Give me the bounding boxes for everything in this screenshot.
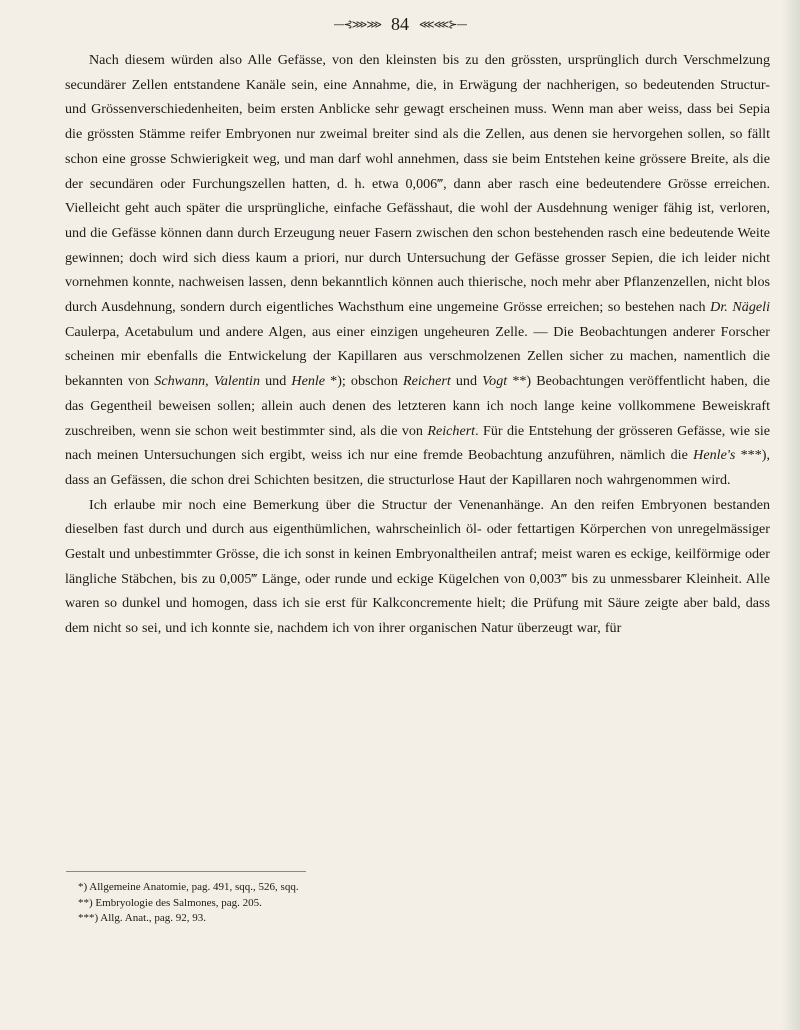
text-run: Nach diesem würden also Alle Gefässe, von den kleinsten bis zu den grössten, ursprünglich durch Verschmelzung secundärer Zellen entstandene Kanäle sein, eine Annahme, die, in Erwägung der nachherigen, so bedeutenden Structur- und Grössenverschiedenheiten, beim ersten Anblicke sehr gewagt erscheinen muss. Wenn man aber weiss, dass bei Sepia die grössten Stämme reifer Embryonen nur zweimal breiter sind als die Zellen, aus denen sie hervorgehen sollen, so fällt schon eine grosse Schwierigkeit weg, und man darf wohl annehmen, dass sie beim Entstehen keine grössere Breite, als die der secundären oder Furchungszellen hatten, d. h. etwa 0,006‴, dann aber rasch eine bedeutendere Grösse erreichen. Vielleicht geht auch später die ursprüngliche, einfache Gefässhaut, die wohl der Ausdehnung weniger fähig ist, verloren, und die Gefässe können dann durch Erzeugung neuer Fasern zwischen den schon bestehenden rasch eine bedeutende Weite gewinnen; doch wird sich diess kaum a priori, nur durch Untersuchung der Gefässe grosser Sepien, die ich leider nicht vornehmen konnte, nachweisen lassen, denn bekanntlich können auch thierische, noch mehr aber Pflanzenzellen, nicht blos durch Ausdehnung, sondern durch eigentliches Wachsthum eine ungemeine Grösse erreichen; so bestehen nach <box>65 52 770 316</box>
text-run: und <box>450 373 483 390</box>
footnote: ***) Allg. Anat., pag. 92, 93. <box>78 912 207 924</box>
italic-text: Vogt <box>482 373 508 390</box>
italic-text: Henle's <box>693 447 736 464</box>
text-run: *); obschon <box>325 373 404 390</box>
italic-text: Valentin <box>213 373 261 390</box>
italic-text: Reichert <box>403 373 451 390</box>
page-edge-shadow <box>782 0 800 1030</box>
text-run: , <box>205 373 214 390</box>
text-run: Caulerpa, Acetabulum und andere Algen, aus einer einzigen ungeheuren Zelle. — Die Beobachtungen anderer Forscher scheinen mir ebenfalls die Entwickelung der Kapillaren aus verschmolzenen Zellen sicher zu machen, namentlich die bekannten von <box>65 323 770 390</box>
ornament-right: ⋘⋘⊱— <box>419 17 467 31</box>
body-text <box>65 48 770 641</box>
paragraph <box>65 48 770 493</box>
footnotes <box>78 880 718 927</box>
italic-text: Dr. Nägeli <box>710 299 770 316</box>
footnote-rule <box>66 871 306 872</box>
italic-text: Schwann <box>154 373 206 390</box>
text-run: und <box>260 373 292 390</box>
text-run: ***), dass an Gefässen, die schon drei Schichten besitzen, die structurlose Haut der Kapillaren noch wahrgenommen wird. <box>65 447 770 488</box>
text-run: . Für die Entstehung der grösseren Gefässe, wie sie nach meinen Untersuchungen sich ergibt, weiss ich nur eine fremde Beobachtung anzuführen, nämlich die <box>65 422 770 464</box>
text-run: Ich erlaube mir noch eine Bemerkung über die Structur der Venenanhänge. An den reifen Embryonen bestanden dieselben fast durch und durch aus eigenthümlichen, wahrscheinlich öl- oder fettartigen Körperchen von unregelmässiger Gestalt und unbestimmter Grösse, die ich sonst in keinen Embryonaltheilen antraf; meist waren es eckige, keilförmige oder längliche Stäbchen, bis zu 0,005‴ Länge, oder runde und eckige Kügelchen von 0,003‴ bis zu unmessbarer Kleinheit. Alle waren so dunkel und homogen, dass ich sie erst für Kalkconcremente hielt; die Prüfung mit Säure zeigte aber bald, dass dem nicht so sei, und ich konnte sie, nachdem ich von ihrer organischen Natur überzeugt war, für <box>65 496 770 637</box>
italic-text: Henle <box>291 373 326 390</box>
italic-text: Reichert <box>427 422 476 439</box>
ornament-left: —⊰⋙⋙ <box>333 17 381 31</box>
paragraph <box>65 493 770 641</box>
page-number: 84 <box>391 13 409 34</box>
footnote: *) Allgemeine Anatomie, pag. 491, sqq., 526, sqq. <box>78 881 299 893</box>
footnote: **) Embryologie des Salmones, pag. 205. <box>78 896 262 909</box>
text-run: **) Beobachtungen veröffentlicht haben, die das Gegentheil beweisen sollen; allein auch denen des letzteren kann ich noch lange keine vollkommene Beweiskraft zuschreiben, wenn sie schon weit bestimmter sind, als die von <box>65 373 771 439</box>
page-header <box>0 12 800 36</box>
